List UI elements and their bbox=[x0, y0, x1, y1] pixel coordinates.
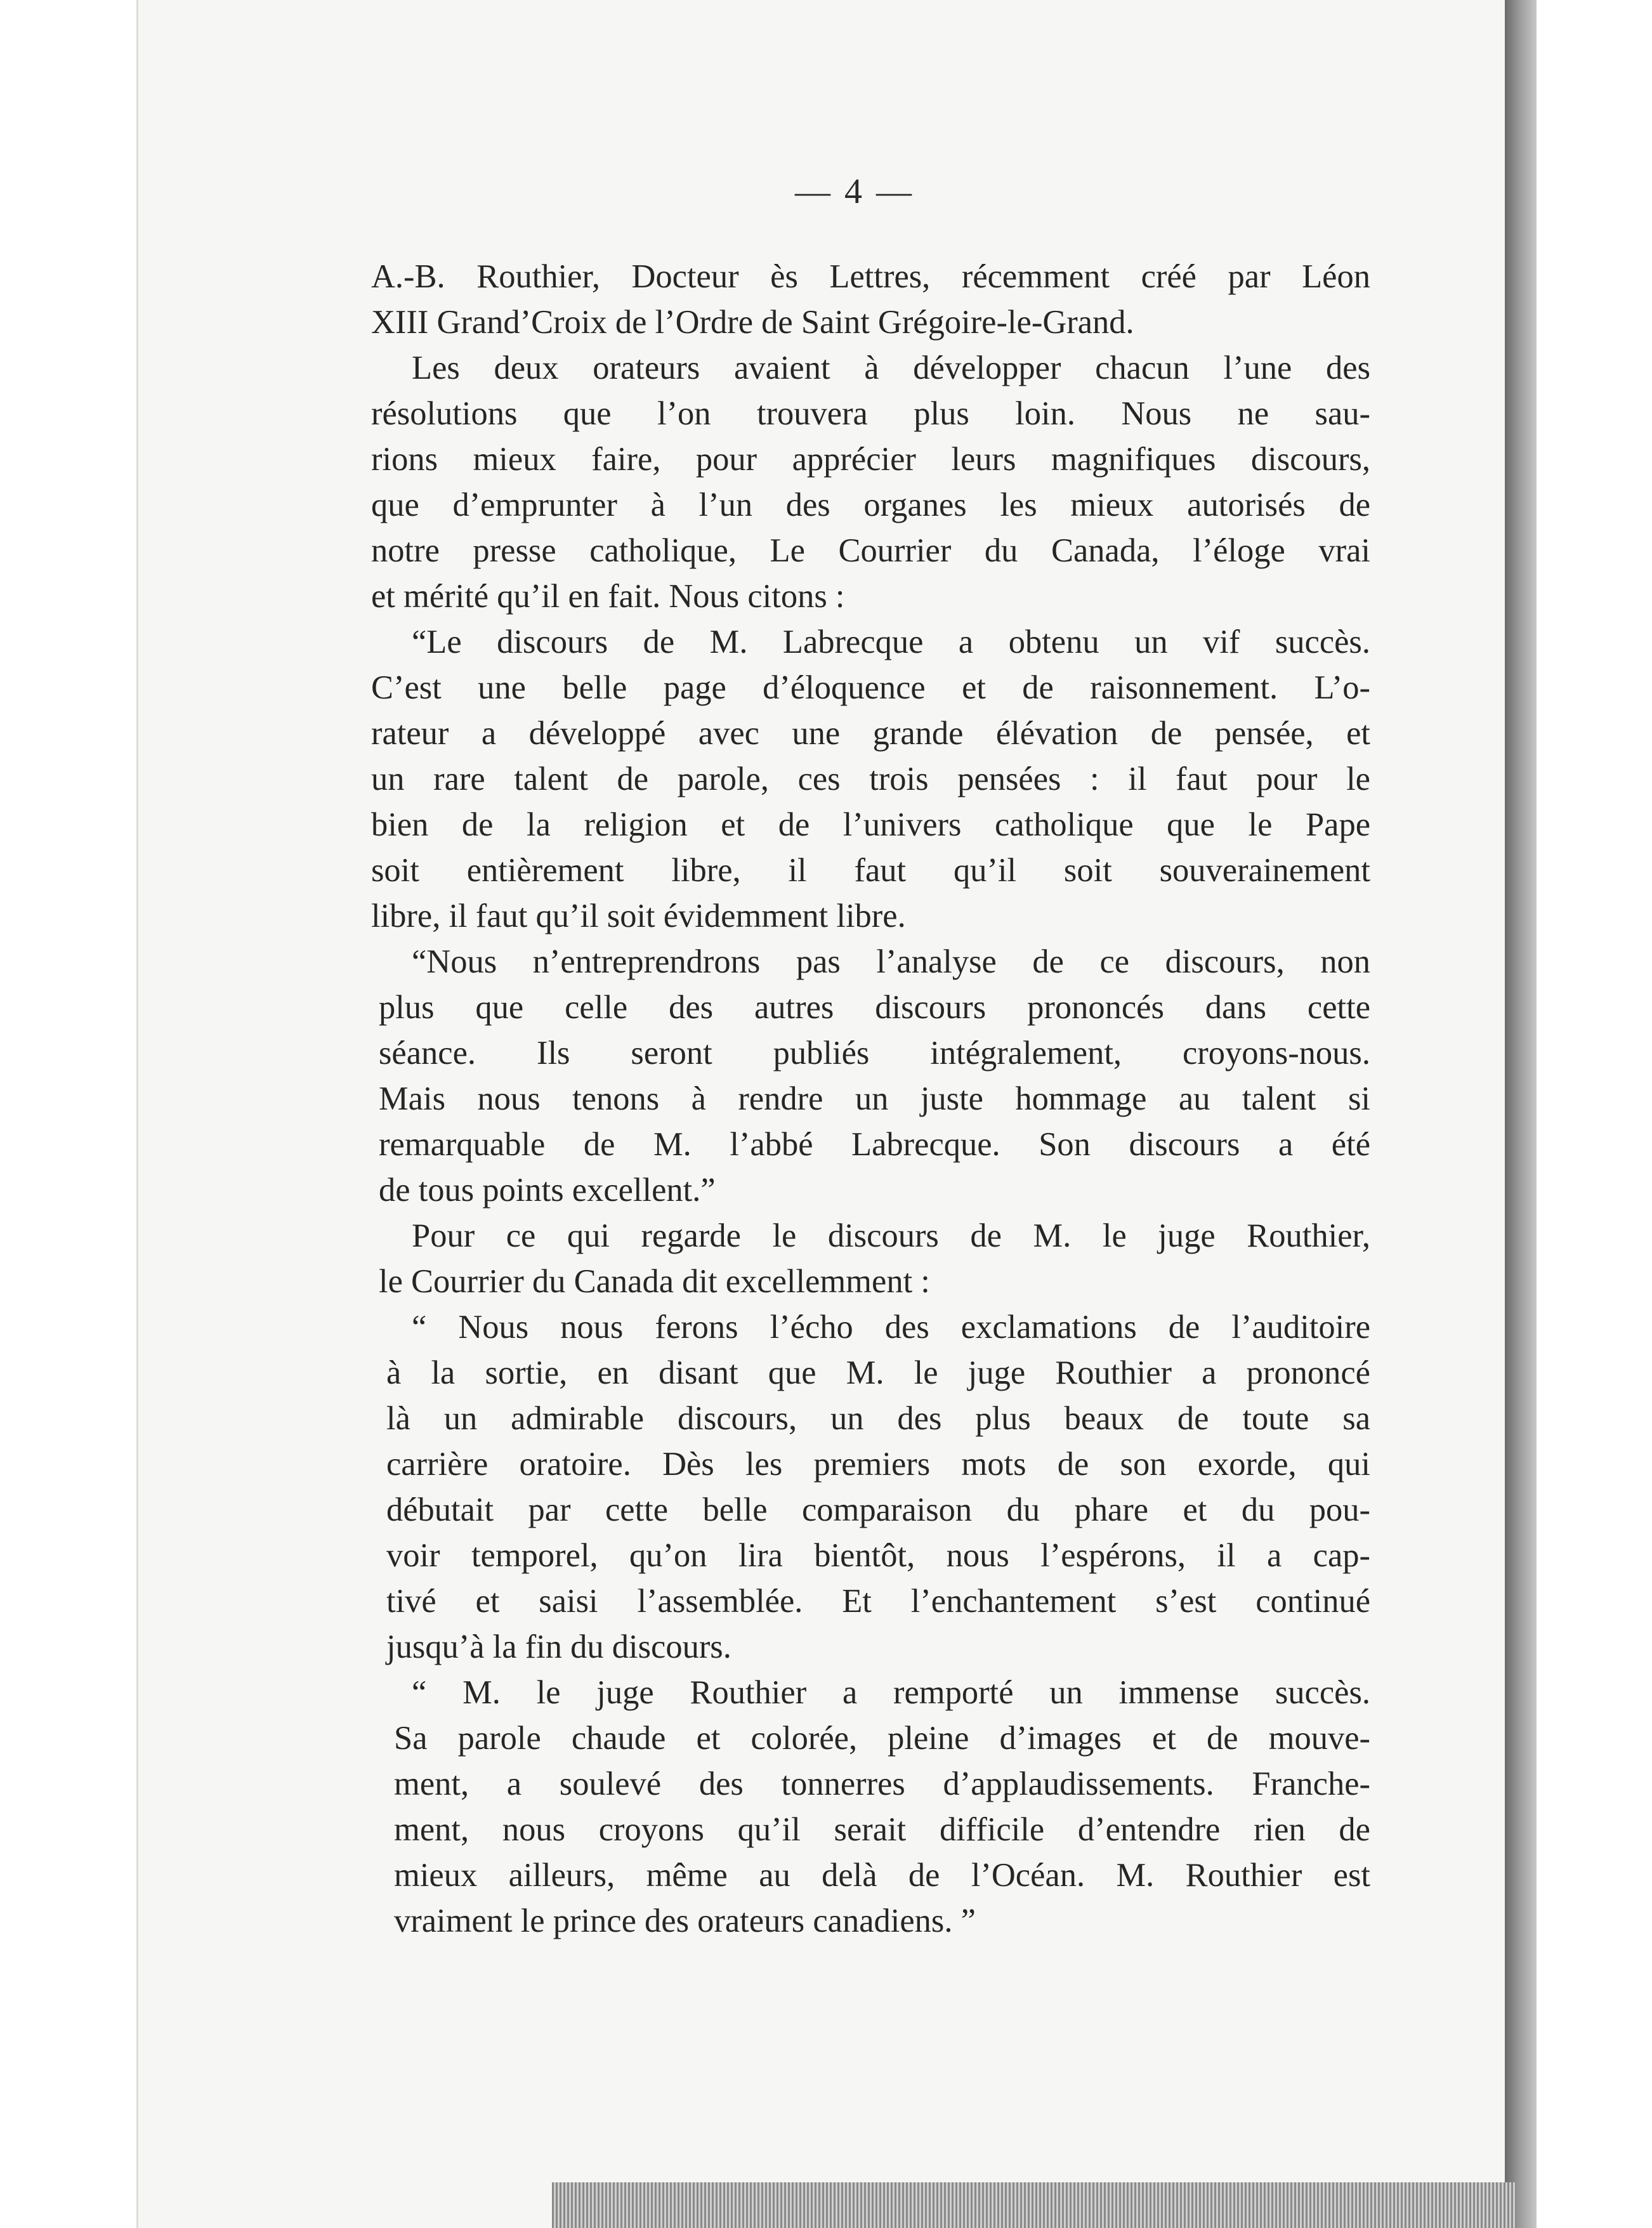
text-line: Sa parole chaude et colorée, pleine d’images et de mouve- bbox=[394, 1720, 1370, 1757]
text-line: carrière oratoire. Dès les premiers mots de son exorde, qui bbox=[386, 1446, 1370, 1483]
text-line: débutait par cette belle comparaison du phare et du pou- bbox=[386, 1491, 1370, 1528]
text-line: rions mieux faire, pour apprécier leurs magnifiques discours, bbox=[371, 441, 1370, 478]
book-spine-shadow bbox=[1505, 0, 1537, 2228]
text-line: “ M. le juge Routhier a remporté un immense succès. bbox=[412, 1674, 1370, 1711]
text-line: tivé et saisi l’assemblée. Et l’enchantement s’est continué bbox=[386, 1583, 1370, 1620]
text-line: C’est une belle page d’éloquence et de raisonnement. L’o- bbox=[371, 669, 1370, 706]
text-line: à la sortie, en disant que M. le juge Routhier a prononcé bbox=[386, 1354, 1370, 1391]
text-line: de tous points excellent.” bbox=[379, 1172, 716, 1209]
text-line: Pour ce qui regarde le discours de M. le juge Routhier, bbox=[412, 1217, 1370, 1254]
text-line: rateur a développé avec une grande élévation de pensée, et bbox=[371, 715, 1370, 752]
text-line: notre presse catholique, Le Courrier du Canada, l’éloge vrai bbox=[371, 532, 1370, 569]
text-line: ment, nous croyons qu’il serait difficile d’entendre rien de bbox=[394, 1811, 1370, 1848]
body-text bbox=[371, 254, 1370, 1944]
text-line: “Le discours de M. Labrecque a obtenu un vif succès. bbox=[412, 624, 1370, 660]
text-line: résolutions que l’on trouvera plus loin. Nous ne sau- bbox=[371, 395, 1370, 432]
text-line: là un admirable discours, un des plus beaux de toute sa bbox=[386, 1400, 1370, 1437]
text-line: soit entièrement libre, il faut qu’il soit souverainement bbox=[371, 852, 1370, 889]
text-line: un rare talent de parole, ces trois pensées : il faut pour le bbox=[371, 761, 1370, 797]
text-line: A.-B. Routhier, Docteur ès Lettres, récemment créé par Léon bbox=[371, 258, 1370, 295]
text-line: Mais nous tenons à rendre un juste hommage au talent si bbox=[379, 1080, 1370, 1117]
text-line: vraiment le prince des orateurs canadiens. ” bbox=[394, 1903, 976, 1939]
text-line: “Nous n’entreprendrons pas l’analyse de ce discours, non bbox=[412, 943, 1370, 980]
text-line: que d’emprunter à l’un des organes les mieux autorisés de bbox=[371, 487, 1370, 523]
text-line: séance. Ils seront publiés intégralement, croyons-nous. bbox=[379, 1035, 1370, 1071]
text-line: ment, a soulevé des tonnerres d’applaudissements. Franche- bbox=[394, 1766, 1370, 1802]
text-line: voir temporel, qu’on lira bientôt, nous l’espérons, il a cap- bbox=[386, 1537, 1370, 1574]
text-line: remarquable de M. l’abbé Labrecque. Son discours a été bbox=[379, 1126, 1370, 1163]
text-line: XIII Grand’Croix de l’Ordre de Saint Grégoire-le-Grand. bbox=[371, 304, 1134, 341]
page-bottom-edge bbox=[552, 2182, 1516, 2228]
text-line: bien de la religion et de l’univers catholique que le Pape bbox=[371, 806, 1370, 843]
text-line: “ Nous nous ferons l’écho des exclamations de l’auditoire bbox=[412, 1309, 1370, 1346]
page-number: — 4 — bbox=[795, 172, 914, 211]
text-line: jusqu’à la fin du discours. bbox=[386, 1628, 731, 1665]
text-line: mieux ailleurs, même au delà de l’Océan. M. Routhier est bbox=[394, 1857, 1370, 1894]
text-line: plus que celle des autres discours prononcés dans cette bbox=[379, 989, 1370, 1026]
text-line: libre, il faut qu’il soit évidemment libre. bbox=[371, 898, 906, 934]
text-line: Les deux orateurs avaient à développer chacun l’une des bbox=[412, 350, 1370, 386]
text-line: et mérité qu’il en fait. Nous citons : bbox=[371, 578, 845, 615]
text-line: le Courrier du Canada dit excellemment : bbox=[379, 1263, 930, 1300]
